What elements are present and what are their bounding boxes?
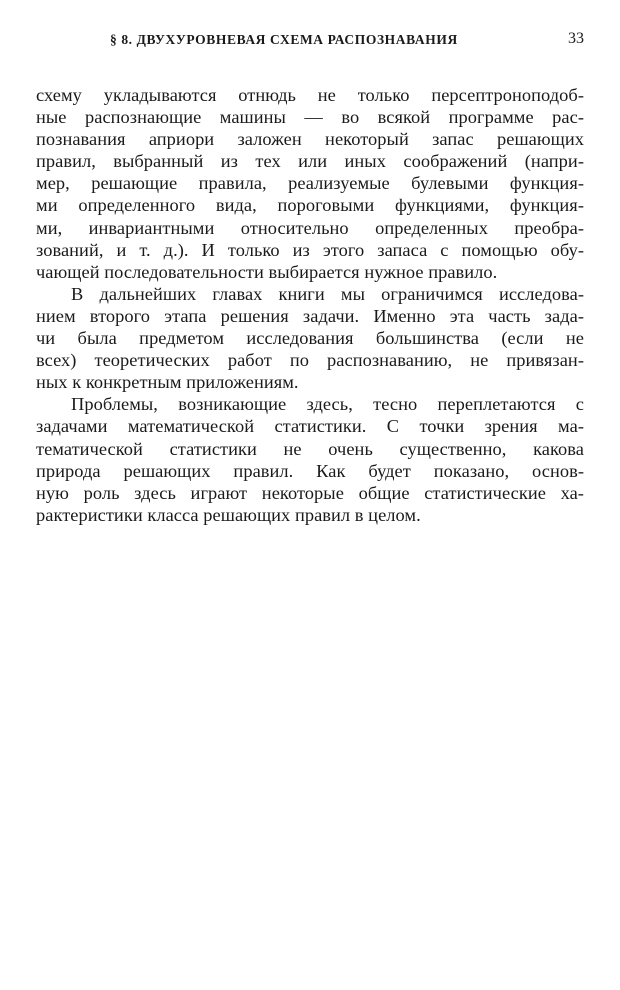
paragraph-1 bbox=[36, 84, 584, 283]
text-line: тематической статистики не очень существенно, какова bbox=[36, 438, 584, 459]
text-line: природа решающих правил. Как будет показано, основ- bbox=[36, 460, 584, 481]
text-line: В дальнейших главах книги мы ограничимся исследова- bbox=[71, 283, 584, 304]
text-line: ные распознающие машины — во всякой программе рас- bbox=[36, 107, 584, 128]
text-line: ми определенного вида, пороговыми функциями, функция- bbox=[36, 195, 584, 216]
text-line: мер, решающие правила, реализуемые булевыми функция- bbox=[36, 173, 584, 194]
page-number: 33 bbox=[568, 30, 584, 47]
book-page bbox=[36, 30, 584, 526]
section-title: § 8. ДВУХУРОВНЕВАЯ СХЕМА РАСПОЗНАВАНИЯ bbox=[110, 32, 458, 47]
paragraph-3 bbox=[36, 393, 584, 526]
text-line: ных к конкретным приложениям. bbox=[36, 372, 299, 393]
text-line: чающей последовательности выбирается нужное правило. bbox=[36, 261, 498, 282]
text-line: правил, выбранный из тех или иных соображений (напри- bbox=[36, 151, 584, 172]
text-line: всех) теоретических работ по распознаванию, не привязан- bbox=[36, 350, 584, 371]
text-line: рактеристики класса решающих правил в целом. bbox=[36, 504, 421, 525]
text-line: задачами математической статистики. С точки зрения ма- bbox=[36, 416, 584, 437]
body-text bbox=[36, 84, 584, 526]
text-line: познавания априори заложен некоторый запас решающих bbox=[36, 129, 584, 150]
paragraph-2 bbox=[36, 283, 584, 393]
text-line: Проблемы, возникающие здесь, тесно переплетаются с bbox=[71, 394, 584, 415]
running-head bbox=[36, 30, 584, 54]
text-line: зований, и т. д.). И только из этого запаса с помощью обу- bbox=[36, 239, 584, 260]
text-line: нием второго этапа решения задачи. Именно эта часть зада- bbox=[36, 305, 584, 326]
text-line: чи была предметом исследования большинства (если не bbox=[36, 328, 584, 349]
text-line: ную роль здесь играют некоторые общие статистические ха- bbox=[36, 482, 584, 503]
text-line: схему укладываются отнюдь не только персептроноподоб- bbox=[36, 85, 584, 105]
text-line: ми, инвариантными относительно определенных преобра- bbox=[36, 217, 584, 238]
